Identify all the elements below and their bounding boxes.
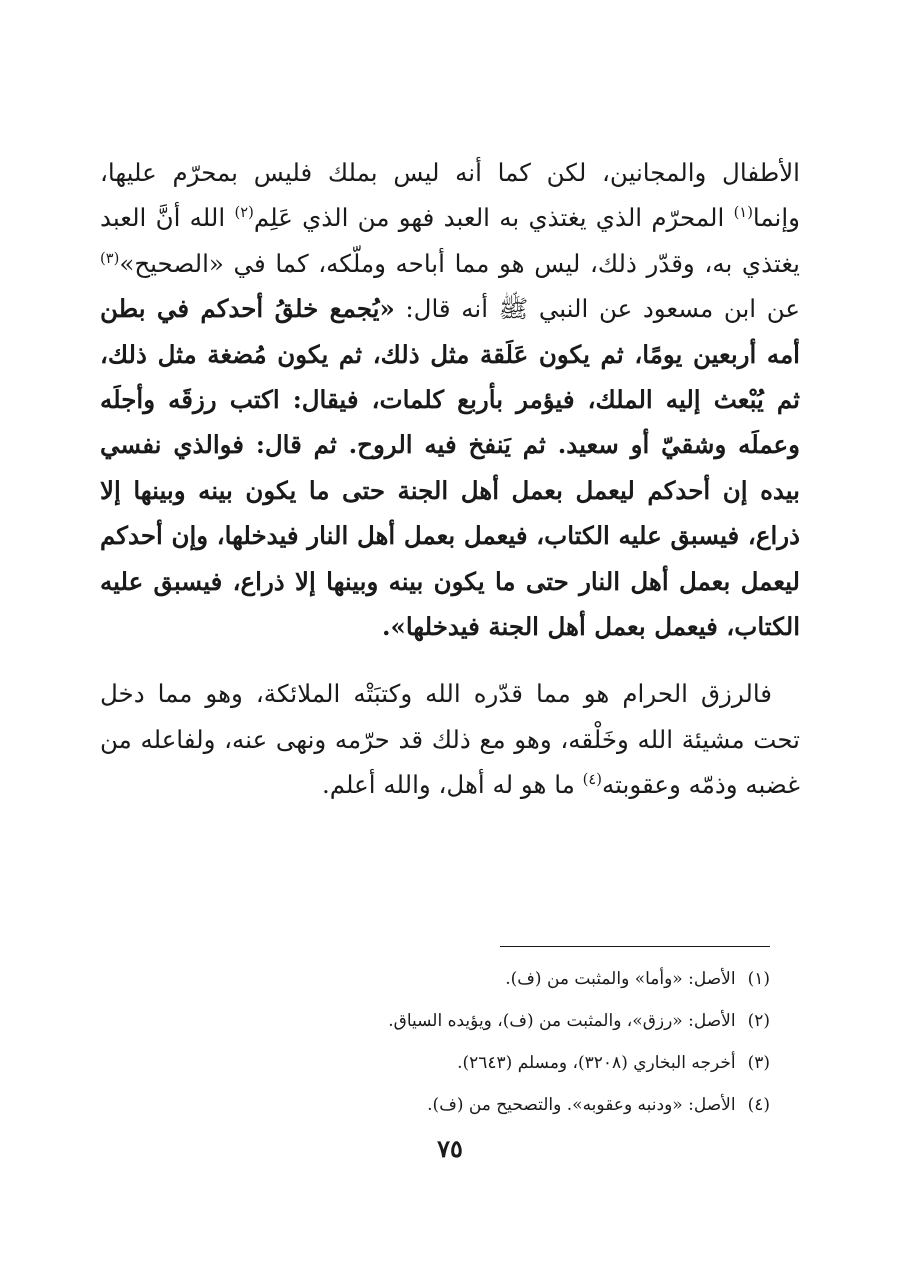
footnotes (150, 958, 770, 1126)
footnote-ref-3[interactable]: (٣) (100, 249, 120, 267)
text-run: فالرزق الحرام هو مما قدّره الله وكتبَتْه الملائكة، وهو مما دخل تحت مشيئة الله وخَلْقه، وهو مع ذلك قد حرّمه ونهى عنه، ولفاعله من غضبه وذمّه وعقوبته (100, 679, 800, 800)
text-run: المحرّم الذي يغتذي به العبد فهو من الذي عَلِم (253, 203, 734, 233)
footnote-3 (150, 1042, 770, 1084)
footnote-text: أخرجه البخاري (٣٢٠٨)، ومسلم (٢٦٤٣). (457, 1053, 736, 1073)
page-number: ٧٥ (437, 1134, 463, 1163)
text-run: الأطفال والمجانين، لكن كما أنه ليس بملك فليس بمحرّم عليها، وإنما (100, 158, 801, 233)
hadith-quote: «يُجمع خلقُ أحدكم في بطن أمه أربعين يومًا، ثم يكون عَلَقة مثل ذلك، ثم يكون مُضغة مثل ذلك، ثم يُبْعث إليه الملك، فيؤمر بأربع كلمات، فيقال: اكتب رزقَه وأجلَه وعملَه وشقيّ أو سعيد. ثم يَنفخ فيه الروح. ثم قال: فوالذي نفسي بيده إن أحدكم ليعمل بعمل أهل الجنة حتى ما يكون بينه وبينها إلا ذراع، فيسبق عليه الكتاب، فيعمل بعمل أهل النار فيدخلها، وإن أحدكم ليعمل بعمل أهل النار حتى ما يكون بينه وبينها إلا ذراع، فيسبق عليه الكتاب، فيعمل بعمل أهل الجنة فيدخلها». (100, 294, 800, 642)
text-run: الله أنَّ العبد يغتذي به، وقدّر ذلك، ليس هو مما أباحه وملّكه، كما في «الصحيح» (100, 203, 800, 278)
footnote-4 (150, 1084, 770, 1126)
footnote-1 (150, 958, 770, 1000)
footnote-number: (٢) (747, 1011, 770, 1031)
footnote-text: الأصل: «وأما» والمثبت من (ف). (505, 969, 736, 989)
footnote-separator (500, 946, 770, 947)
footnote-ref-1[interactable]: (١) (733, 204, 753, 222)
text-run: ما هو له أهل، والله أعلم. (321, 770, 583, 800)
footnote-text: الأصل: «ودنبه وعقوبه». والتصحيح من (ف). (427, 1095, 736, 1115)
footnote-number: (٣) (747, 1053, 770, 1073)
footnote-number: (١) (747, 969, 770, 989)
footnote-2 (150, 1000, 770, 1042)
footnote-ref-4[interactable]: (٤) (582, 771, 602, 789)
footnote-ref-2[interactable]: (٢) (234, 204, 254, 222)
footnote-text: الأصل: «رزق»، والمثبت من (ف)، ويؤيده السياق. (388, 1011, 736, 1031)
paragraph-2 (100, 671, 800, 807)
text-run: عن ابن مسعود عن النبي ﷺ أنه قال: (394, 294, 800, 324)
footnote-number: (٤) (747, 1095, 770, 1115)
main-text (100, 150, 800, 808)
paragraph-1 (100, 150, 800, 649)
